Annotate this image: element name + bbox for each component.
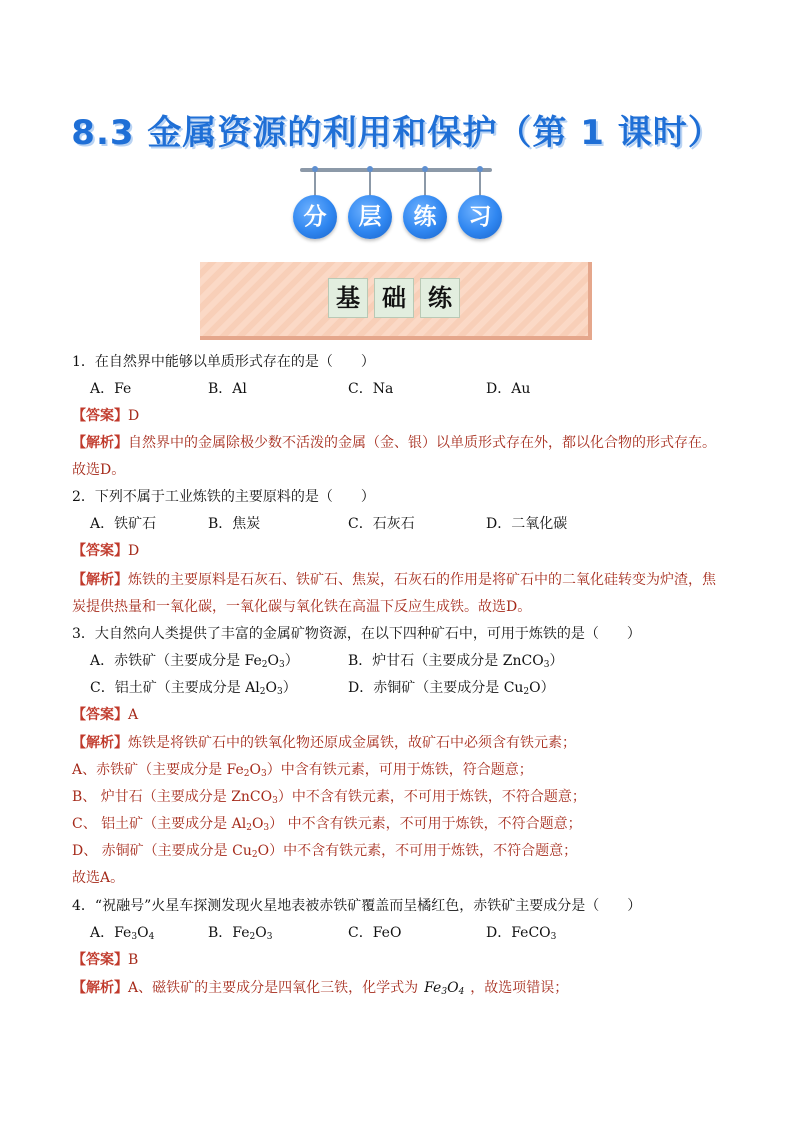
q2-option-d: D．二氧化碳 [486,516,568,532]
q2-option-b: B．焦炭 [208,516,261,532]
section-char: 练 [420,278,460,318]
badge-fen: 分 [293,195,337,239]
q1-option-d: D．Au [486,381,531,397]
answer-value: A [128,707,139,723]
q1-option-c: C．Na [348,381,394,397]
analysis-tag: 【解析】 [72,735,128,751]
analysis-text: 炼铁是将铁矿石中的铁氧化物还原成金属铁，故矿石中必须含有铁元素； [128,735,576,751]
q1-option-b: B．Al [208,381,247,397]
q2-option-a: A．铁矿石 [90,516,157,532]
q4-option-b: B．$Fe_2O_3$ [208,925,273,942]
answer-value: D [128,543,140,559]
q3-option-a: A．赤铁矿（主要成分是 $Fe_2O_3$） [90,653,299,670]
analysis-text: A、磁铁矿的主要成分是四氧化三铁，化学式为 [128,980,419,996]
q1-answer [72,406,139,426]
q3-option-c: C．铝土矿（主要成分是 $Al_2O_3$） [90,680,297,697]
q1-option-a: A．Fe [90,381,132,397]
q3-option-d: D．赤铜矿（主要成分是 $Cu_2O$） [348,680,555,697]
q3-option-b: B．炉甘石（主要成分是 ZnCO$_3$） [348,653,564,670]
q3-analysis-c: C、 铝土矿（主要成分是 $Al_2O_3$） 中不含有铁元素，不可用于炼铁，不符合题意； [72,816,582,833]
answer-tag: 【答案】 [72,952,128,968]
answer-tag: 【答案】 [72,543,128,559]
q2-answer [72,541,139,561]
q4-analysis: 【解析】A、磁铁矿的主要成分是四氧化三铁，化学式为 $Fe_3O_4$ ，故选项错误； [72,980,569,997]
q1-analysis-cont: 故选D。 [72,462,126,478]
q3-analysis-d: D、 赤铜矿（主要成分是 $Cu_2O$）中不含有铁元素，不可用于炼铁，不符合题意； [72,843,578,860]
answer-tag: 【答案】 [72,408,128,424]
answer-value: B [128,952,139,968]
q3-answer [72,705,138,725]
question-1-stem: 1．在自然界中能够以单质形式存在的是（ ） [72,354,375,370]
q4-option-a: A．$Fe_3O_4$ [90,925,155,942]
section-header-box [200,262,592,340]
q4-option-c: C．FeO [348,925,402,941]
question-4-stem: 4．“祝融号”火星车探测发现火星地表被赤铁矿覆盖而呈橘红色，赤铁矿主要成分是（ ） [72,898,642,914]
badge-xi: 习 [458,195,502,239]
q4-answer [72,950,138,970]
formula-fe3o4: $Fe_3O_4$ [424,980,465,997]
badge-knot [367,166,373,172]
q3-conclusion: 故选A。 [72,870,125,886]
badge-knot [477,166,483,172]
question-2-stem: 2．下列不属于工业炼铁的主要原料的是（ ） [72,489,375,505]
analysis-tag: 【解析】 [72,435,128,451]
question-3-stem: 3．大自然向人类提供了丰富的金属矿物资源，在以下四种矿石中，可用于炼铁的是（ ） [72,626,641,642]
analysis-text: 自然界中的金属除极少数不活泼的金属（金、银）以单质形式存在外，都以化合物的形式存在。 [128,435,716,451]
q3-analysis [72,733,576,753]
q2-analysis-cont: 炭提供热量和一氧化碳，一氧化碳与氧化铁在高温下反应生成铁。故选D。 [72,599,532,615]
q3-analysis-b: B、 炉甘石（主要成分是 ZnCO$_3$）中不含有铁元素，不可用于炼铁，不符合题意； [72,789,586,806]
section-char: 基 [328,278,368,318]
q2-option-c: C．石灰石 [348,516,415,532]
page-title: 8.3 金属资源的利用和保护（第 1 课时） [71,113,723,153]
q3-analysis-a: A、赤铁矿（主要成分是 $Fe_2O_3$）中含有铁元素，可用于炼铁，符合题意； [72,762,533,779]
badge-lian: 练 [403,195,447,239]
analysis-text: 炼铁的主要原料是石灰石、铁矿石、焦炭，石灰石的作用是将矿石中的二氧化硅转变为炉渣，焦 [128,572,716,588]
q1-analysis [72,433,716,453]
q4-option-d: D．FeCO$_3$ [486,925,557,942]
badge-knot [312,166,318,172]
badge-ceng: 层 [348,195,392,239]
analysis-tag: 【解析】 [72,572,128,588]
answer-value: D [128,408,140,424]
answer-tag: 【答案】 [72,707,128,723]
q2-analysis [72,570,716,590]
analysis-tag: 【解析】 [72,980,128,996]
badge-hanger-bar [300,168,492,172]
badge-knot [422,166,428,172]
section-char: 础 [374,278,414,318]
